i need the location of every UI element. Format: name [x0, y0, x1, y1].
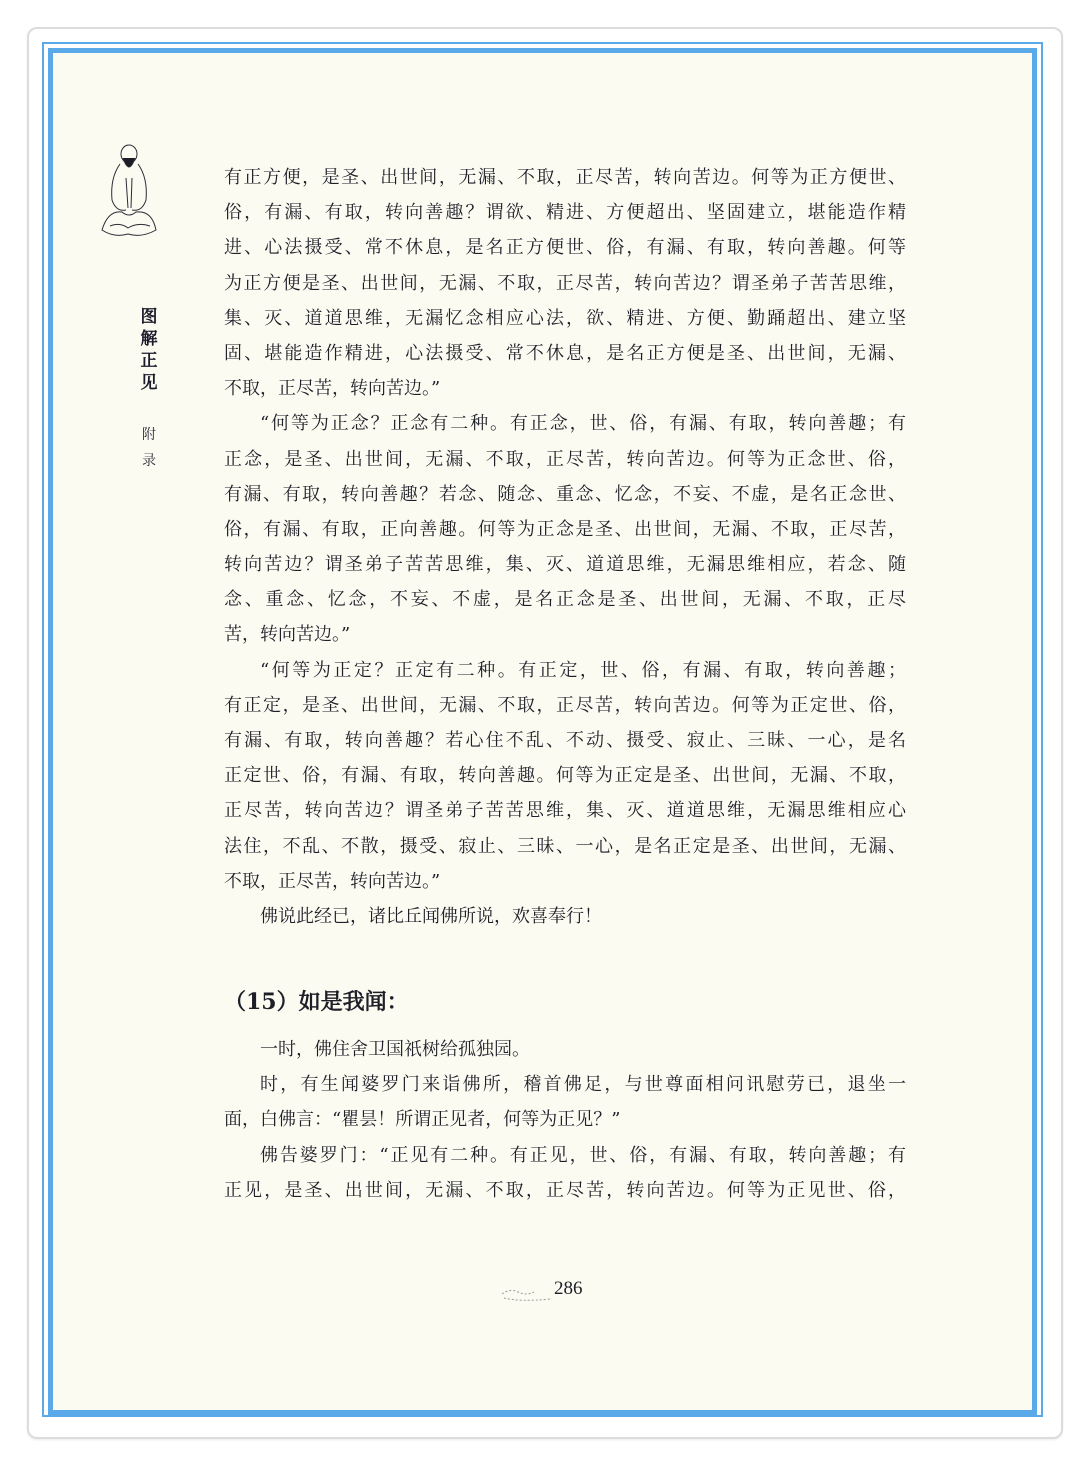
book-title-vertical: [139, 306, 159, 394]
text-line: 佛说此经已，诸比丘闻佛所说，欢喜奉行！: [260, 905, 602, 927]
seated-monk-illustration: [98, 138, 160, 242]
text-line: 念、重念、忆念，不妄、不虚，是名正念是圣、出世间，无漏、不取，正尽: [224, 589, 906, 611]
text-line: 苦，转向苦边。”: [224, 624, 351, 646]
page-number-ornament: [500, 1288, 552, 1302]
page-number: 286: [554, 1278, 583, 1299]
book-title-char: 正: [140, 351, 158, 371]
text-line: 为正方便是圣、出世间，无漏、不取，正尽苦，转向苦边？谓圣弟子苦苦思维，: [224, 272, 906, 294]
text-line: 进、心法摄受、常不休息，是名正方便世、俗，有漏、有取，转向善趣。何等: [224, 237, 906, 259]
text-line: 有正定，是圣、出世间，无漏、不取，正尽苦，转向苦边。何等为正定世、俗，: [224, 694, 906, 716]
text-line: 法住，不乱、不散，摄受、寂止、三昧、一心，是名正定是圣、出世间，无漏、: [224, 835, 906, 857]
book-title-char: 解: [140, 329, 158, 349]
section-label-char: 录: [142, 453, 156, 469]
section-heading: （15）如是我闻：: [224, 989, 409, 1015]
text-line: 一时，佛住舍卫国祇树给孤独园。: [260, 1039, 530, 1060]
text-line: 正念，是圣、出世间，无漏、不取，正尽苦，转向苦边。何等为正念世、俗，: [224, 448, 906, 470]
text-line: “何等为正念？正念有二种。有正念，世、俗，有漏、有取，转向善趣；有: [260, 413, 906, 435]
text-line: 正定世、俗，有漏、有取，转向善趣。何等为正定是圣、出世间，无漏、不取，: [224, 765, 906, 787]
text-line: 转向苦边？谓圣弟子苦苦思维，集、灭、道道思维，无漏思维相应，若念、随: [224, 554, 906, 576]
text-line: 正尽苦，转向苦边？谓圣弟子苦苦思维，集、灭、道道思维，无漏思维相应心: [224, 800, 906, 822]
text-line: 集、灭、道道思维，无漏忆念相应心法，欲、精进、方便、勤踊超出、建立坚: [224, 307, 906, 329]
text-line: 不取，正尽苦，转向苦边。”: [224, 870, 441, 892]
text-line: 不取，正尽苦，转向苦边。”: [224, 378, 441, 400]
text-line: “何等为正定？正定有二种。有正定，世、俗，有漏、有取，转向善趣；: [260, 659, 906, 681]
text-line: 有漏、有取，转向善趣？若念、随念、重念、忆念，不妄、不虚，是名正念世、: [224, 483, 906, 505]
text-line: 正见，是圣、出世间，无漏、不取，正尽苦，转向苦边。何等为正见世、俗，: [224, 1179, 906, 1201]
book-title-char: 见: [140, 373, 158, 393]
body-text: [224, 160, 906, 934]
text-line: 有正方便，是圣、出世间，无漏、不取，正尽苦，转向苦边。何等为正方便世、: [224, 167, 906, 188]
text-line: 时，有生闻婆罗门来诣佛所，稽首佛足，与世尊面相问讯慰劳已，退坐一: [260, 1074, 906, 1096]
book-title-char: 图: [140, 307, 158, 327]
text-line: 俗，有漏、有取，正向善趣。何等为正念是圣、出世间，无漏、不取，正尽苦，: [224, 518, 906, 540]
text-line: 固、堪能造作精进，心法摄受、常不休息，是名正方便是圣、出世间，无漏、: [224, 342, 906, 364]
text-line: 有漏、有取，转向善趣？若心住不乱、不动、摄受、寂止、三昧、一心，是名: [224, 730, 906, 751]
section-text: [224, 1032, 906, 1208]
text-line: 俗，有漏、有取，转向善趣？谓欲、精进、方便超出、坚固建立，堪能造作精: [224, 202, 906, 224]
text-line: 面，白佛言：“瞿昙！所谓正见者，何等为正见？”: [224, 1109, 621, 1131]
section-label-char: 附: [142, 427, 156, 443]
text-line: 佛告婆罗门：“正见有二种。有正见，世、俗，有漏、有取，转向善趣；有: [260, 1144, 906, 1166]
section-label-vertical: [139, 422, 159, 474]
